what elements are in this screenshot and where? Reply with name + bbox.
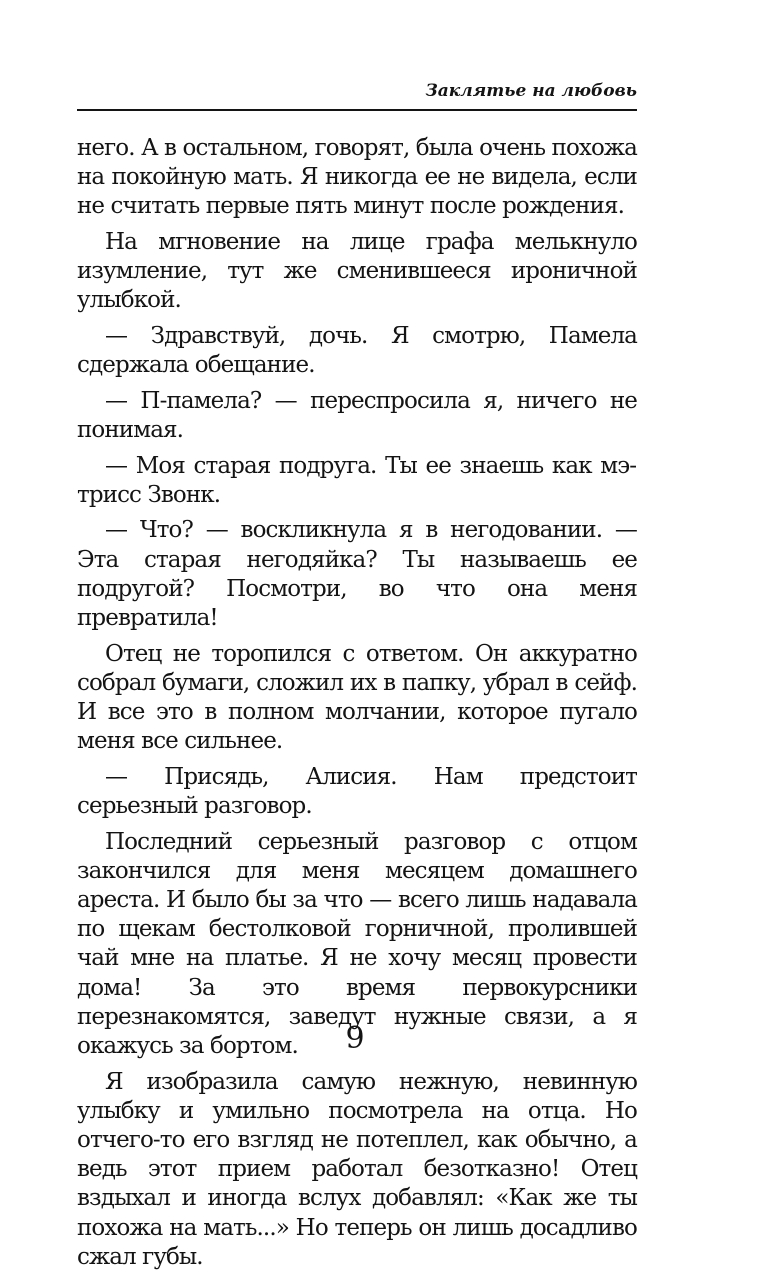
- body-text: [77, 134, 637, 1278]
- running-head-title: Заклятье на любовь: [425, 81, 637, 101]
- page-number: 9: [345, 1021, 365, 1056]
- paragraph-10: Я изобразила самую нежную, невинную улыбку и умильно посмотрела на отца. Но отчего-то его взгляд не потеплел, как обычно, а ведь этот прием работал безотказно! Отец вздыхал и иногда вслух добавлял: «Как же ты похожа на мать...» Но теперь он лишь досадливо сжал губы.: [77, 1068, 637, 1270]
- paragraph-9: Последний серьезный разговор с отцом закончился для меня месяцем домашнего ареста. И было бы за что — всего лишь надавала по щекам бестолковой горничной, пролившей чай мне на платье. Я не хочу месяц провести дома! За это время первокурсники перезнакомятся, заведут нужные связи, а я окажусь за бортом.: [77, 828, 637, 1060]
- paragraph-2: На мгновение на лице графа мелькнуло изумление, тут же сменившееся ироничной улыбкой.: [77, 229, 637, 314]
- paragraph-5: — Моя старая подруга. Ты ее знаешь как мэтрисс Звонк.: [77, 452, 637, 508]
- header-rule: [77, 109, 637, 111]
- paragraph-4: — П-памела? — переспросила я, ничего не понимая.: [77, 387, 637, 443]
- paragraph-7: Отец не торопился с ответом. Он аккуратно собрал бумаги, сложил их в папку, убрал в сейф. И все это в полном молчании, которое пугало меня все сильнее.: [77, 640, 637, 755]
- paragraph-6: — Что? — воскликнула я в негодовании. — Эта старая негодяйка? Ты называешь ее подругой? Посмотри, во что она меня превратила!: [77, 517, 637, 631]
- paragraph-8: — Присядь, Алисия. Нам предстоит серьезный разговор.: [77, 763, 637, 819]
- paragraph-1: него. А в остальном, говорят, была очень похожа на покойную мать. Я никогда ее не видела, если не считать первые пять минут после рождения.: [77, 135, 637, 220]
- paragraph-3: — Здравствуй, дочь. Я смотрю, Памела сдержала обещание.: [77, 323, 637, 379]
